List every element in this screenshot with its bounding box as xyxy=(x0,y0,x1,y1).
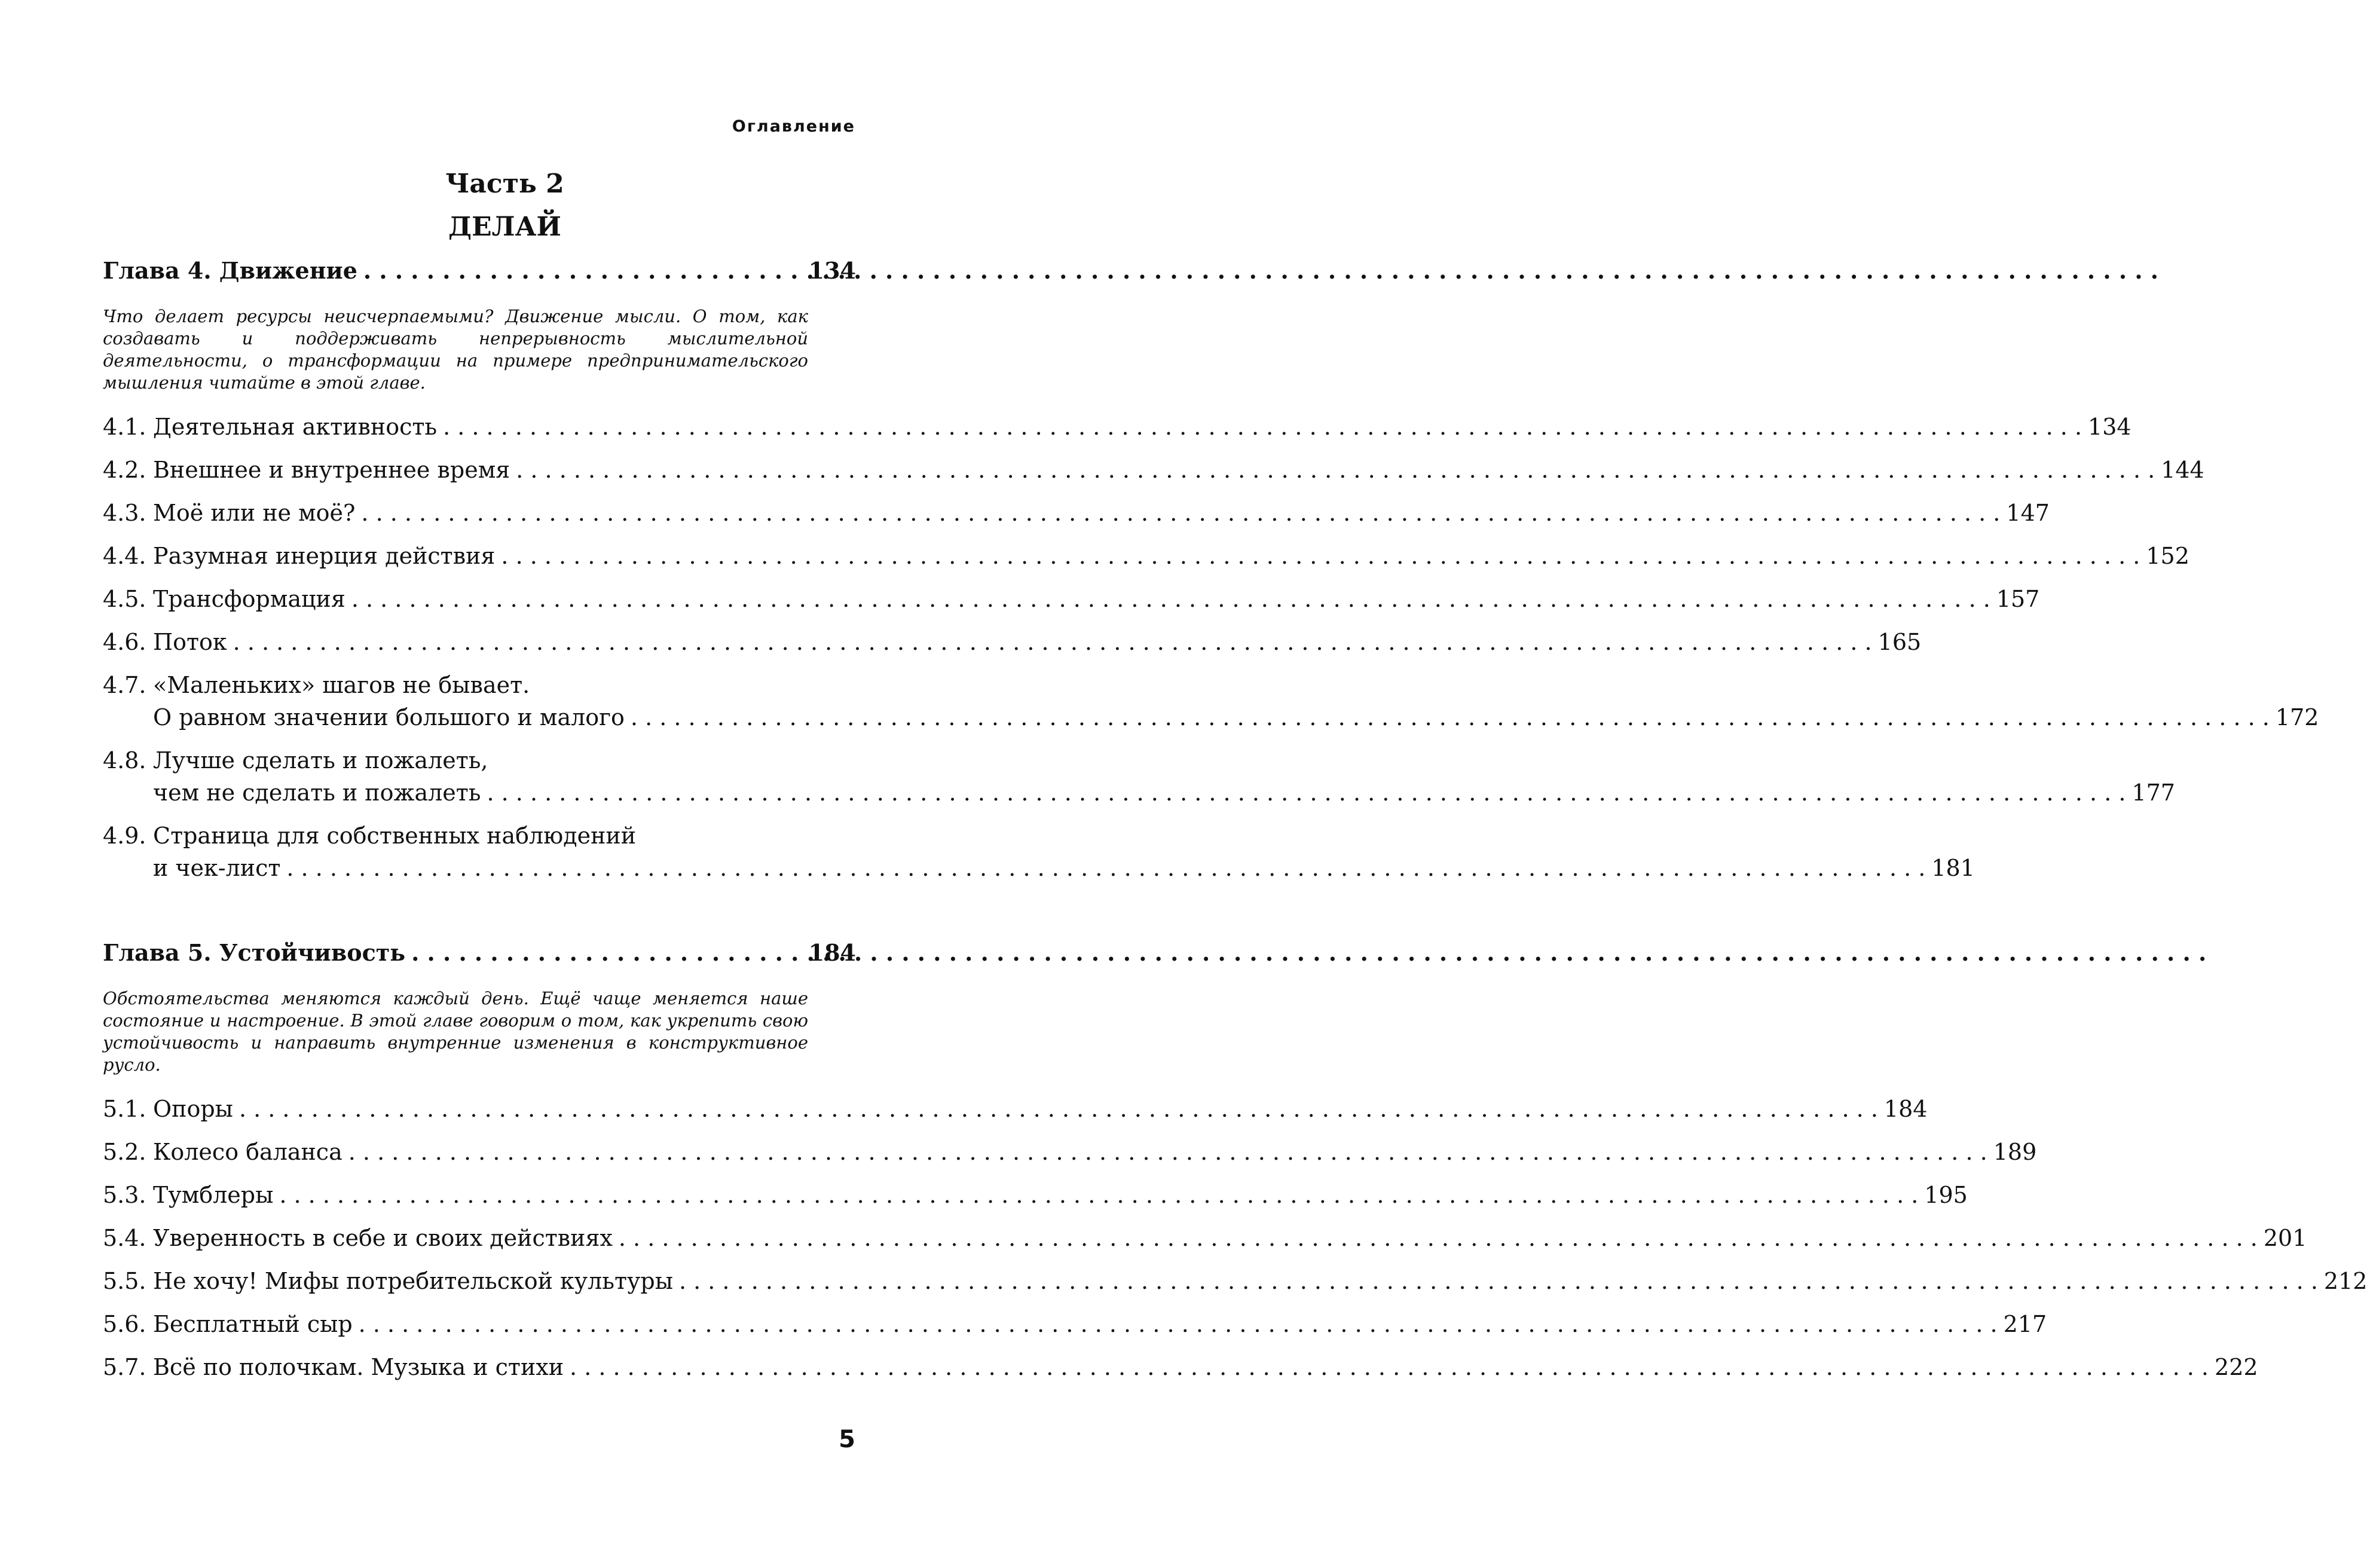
section-page: 212 xyxy=(2323,1268,2367,1294)
toc-chapter xyxy=(103,939,2367,1383)
toc-entry[interactable] xyxy=(103,744,2175,809)
section-leader-line xyxy=(153,852,1975,884)
section-title: Моё или не моё? xyxy=(153,500,356,526)
chapter-heading[interactable] xyxy=(103,939,856,966)
toc-entry[interactable] xyxy=(103,583,2040,615)
leader-dots xyxy=(411,939,803,966)
toc-entry[interactable] xyxy=(103,1093,1928,1125)
section-body xyxy=(153,540,2189,572)
section-page: 195 xyxy=(1924,1182,1968,1208)
section-page: 201 xyxy=(2263,1225,2307,1251)
section-number: 5.7. xyxy=(103,1354,146,1380)
section-number: 5.1. xyxy=(103,1096,146,1122)
section-page: 144 xyxy=(2161,457,2204,483)
leader-dots xyxy=(501,540,2140,572)
leader-dots xyxy=(348,1136,1987,1168)
section-title: Не хочу! Мифы потребительской культуры xyxy=(153,1268,673,1294)
section-leader-line xyxy=(153,626,1921,658)
section-leader-line xyxy=(153,1093,1927,1125)
section-number: 5.2. xyxy=(103,1139,146,1165)
leader-dots xyxy=(239,1093,1878,1125)
section-title: Опоры xyxy=(153,1096,233,1122)
section-leader-line xyxy=(153,411,2131,443)
section-leader-line xyxy=(153,497,2050,529)
toc-entry[interactable] xyxy=(103,1136,2037,1168)
toc-entry[interactable] xyxy=(103,497,2050,529)
part-name: ДЕЛАЙ xyxy=(448,212,561,242)
section-body xyxy=(153,454,2204,486)
toc-entry[interactable] xyxy=(103,1265,2367,1297)
section-page: 217 xyxy=(2003,1311,2047,1337)
leader-dots xyxy=(443,411,2082,443)
section-page: 184 xyxy=(1883,1096,1928,1122)
toc-chapter xyxy=(103,257,2319,884)
section-page: 222 xyxy=(2215,1354,2258,1380)
section-title: и чек-лист xyxy=(153,855,281,881)
leader-dots xyxy=(286,852,1925,884)
section-page: 152 xyxy=(2146,543,2189,569)
toc-entry[interactable] xyxy=(103,626,1922,658)
section-leader-line xyxy=(153,1179,1968,1211)
chapter-summary: Обстоятельства меняются каждый день. Ещё чаще меняется наше состояние и настроение. В этой главе говорим о том, как укрепить свою устойчивость и направить внутренние изменения в конструктивное русло. xyxy=(103,988,808,1075)
leader-dots xyxy=(279,1179,1918,1211)
section-title: Трансформация xyxy=(153,586,345,612)
chapter-title: Глава 5. Устойчивость xyxy=(103,939,406,966)
section-leader-line xyxy=(153,701,2319,733)
section-number: 4.7. xyxy=(103,672,146,698)
section-list xyxy=(103,1093,2367,1383)
section-page: 147 xyxy=(2006,500,2050,526)
section-title: Тумблеры xyxy=(153,1182,274,1208)
section-number: 5.3. xyxy=(103,1182,146,1208)
section-title: чем не сделать и пожалеть xyxy=(153,780,481,806)
toc-entry[interactable] xyxy=(103,1179,1968,1211)
section-title: Внешнее и внутреннее время xyxy=(153,457,510,483)
toc-entry[interactable] xyxy=(103,820,1975,884)
toc-entry[interactable] xyxy=(103,1222,2307,1254)
section-page: 177 xyxy=(2131,780,2175,806)
chapter-page: 134 xyxy=(808,257,856,284)
section-leader-line xyxy=(153,540,2189,572)
section-leader-line xyxy=(153,1308,2047,1340)
section-body xyxy=(153,1265,2367,1297)
section-leader-line xyxy=(153,1265,2367,1297)
section-title-line: Страница для собственных наблюдений xyxy=(153,823,637,849)
section-number: 4.6. xyxy=(103,629,146,655)
toc-entry[interactable] xyxy=(103,411,2131,443)
section-page: 189 xyxy=(1993,1139,2037,1165)
section-leader-line xyxy=(153,777,2175,809)
section-title: Всё по полочкам. Музыка и стихи xyxy=(153,1354,564,1380)
section-title-line: «Маленьких» шагов не бывает. xyxy=(153,672,530,698)
section-title-line: Лучше сделать и пожалеть, xyxy=(153,747,488,774)
section-list xyxy=(103,411,2319,884)
section-number: 5.6. xyxy=(103,1311,146,1337)
section-body xyxy=(153,1308,2047,1340)
chapter-heading[interactable] xyxy=(103,257,856,284)
section-body xyxy=(153,744,2175,809)
section-number: 4.8. xyxy=(103,747,146,774)
section-leader-line xyxy=(153,1136,2036,1168)
section-title: Деятельная активность xyxy=(153,414,438,440)
section-number: 4.2. xyxy=(103,457,146,483)
table-of-contents xyxy=(103,257,2367,1383)
section-leader-line xyxy=(153,1222,2307,1254)
leader-dots xyxy=(363,257,803,284)
toc-entry[interactable] xyxy=(103,1351,2258,1383)
chapter-page: 184 xyxy=(808,939,856,966)
section-number: 4.9. xyxy=(103,823,146,849)
running-head: Оглавление xyxy=(732,117,855,136)
section-number: 5.4. xyxy=(103,1225,146,1251)
leader-dots xyxy=(516,454,2155,486)
section-number: 4.1. xyxy=(103,414,146,440)
leader-dots xyxy=(351,583,1990,615)
section-page: 165 xyxy=(1877,629,1922,655)
section-body xyxy=(153,583,2039,615)
section-leader-line xyxy=(153,1351,2258,1383)
section-title: Бесплатный сыр xyxy=(153,1311,353,1337)
leader-dots xyxy=(361,497,2000,529)
section-title: Уверенность в себе и своих действиях xyxy=(153,1225,613,1251)
leader-dots xyxy=(570,1351,2209,1383)
section-body xyxy=(153,1222,2307,1254)
section-page: 134 xyxy=(2088,414,2131,440)
leader-dots xyxy=(487,777,2126,809)
section-title: О равном значении большого и малого xyxy=(153,704,625,730)
toc-entry[interactable] xyxy=(103,1308,2047,1340)
toc-entry[interactable] xyxy=(103,540,2189,572)
section-body xyxy=(153,497,2050,529)
section-number: 4.4. xyxy=(103,543,146,569)
section-page: 172 xyxy=(2275,704,2319,730)
section-title: Колесо баланса xyxy=(153,1139,342,1165)
section-body xyxy=(153,669,2319,733)
section-number: 4.3. xyxy=(103,500,146,526)
toc-entry[interactable] xyxy=(103,454,2204,486)
section-body xyxy=(153,1351,2258,1383)
leader-dots xyxy=(631,701,2270,733)
section-body xyxy=(153,1179,1968,1211)
leader-dots xyxy=(233,626,1872,658)
section-body xyxy=(153,1136,2036,1168)
chapter-summary: Что делает ресурсы неисчерпаемыми? Движение мысли. О том, как создавать и поддерживать непрерывность мыслительной деятельности, о трансформации на примере предпринимательского мышления читайте в этой главе. xyxy=(103,306,808,393)
section-title: Разумная инерция действия xyxy=(153,543,496,569)
section-leader-line xyxy=(153,454,2204,486)
leader-dots xyxy=(619,1222,2258,1254)
section-page: 157 xyxy=(1996,586,2040,612)
part-number: Часть 2 xyxy=(445,169,564,199)
section-body xyxy=(153,820,1975,884)
leader-dots xyxy=(359,1308,1998,1340)
page-number: 5 xyxy=(839,1426,855,1453)
section-number: 4.5. xyxy=(103,586,146,612)
section-body xyxy=(153,1093,1927,1125)
toc-entry[interactable] xyxy=(103,669,2319,733)
section-leader-line xyxy=(153,583,2039,615)
section-number: 5.5. xyxy=(103,1268,146,1294)
section-title: Поток xyxy=(153,629,227,655)
section-page: 181 xyxy=(1931,855,1975,881)
chapter-title: Глава 4. Движение xyxy=(103,257,357,284)
section-body xyxy=(153,626,1921,658)
section-body xyxy=(153,411,2131,443)
leader-dots xyxy=(679,1265,2318,1297)
